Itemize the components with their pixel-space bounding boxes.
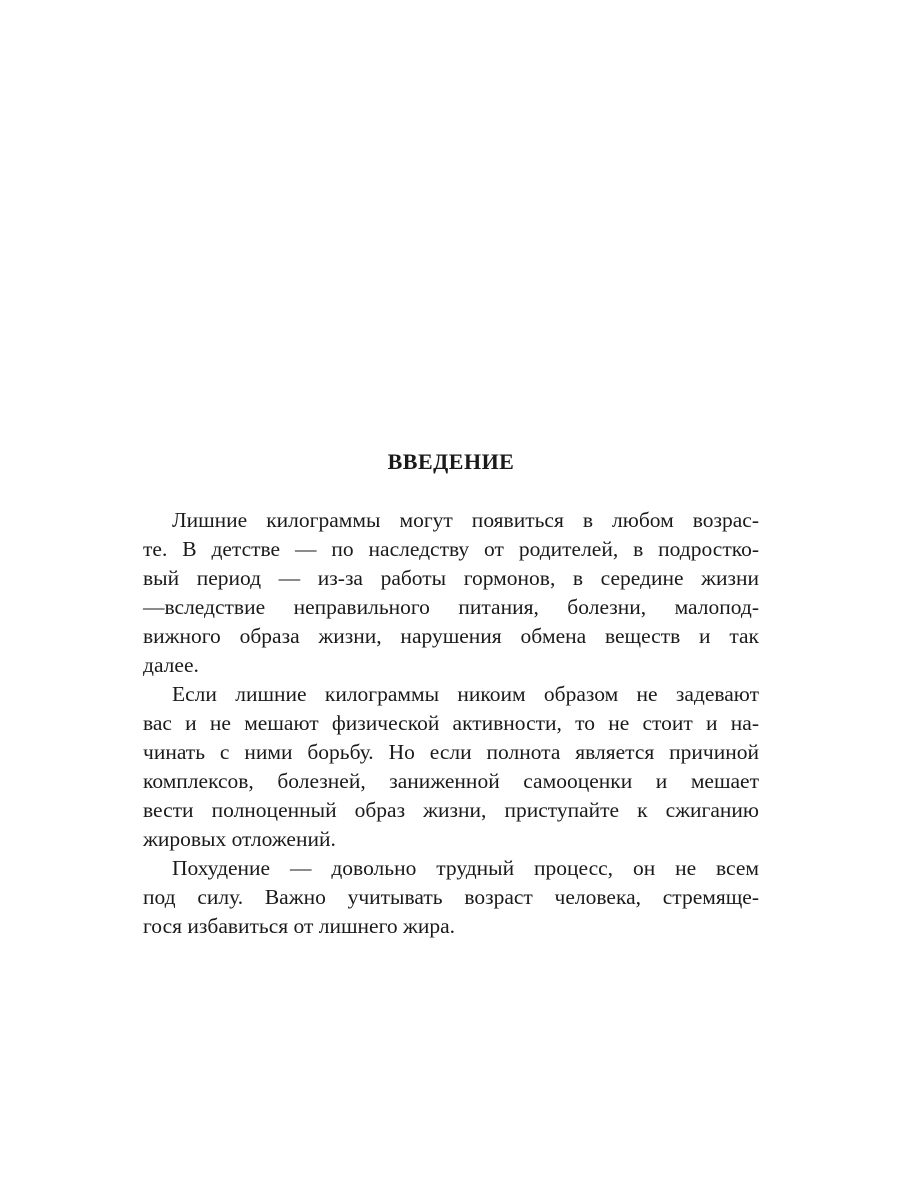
- paragraph-line: жировых отложений.: [143, 827, 336, 851]
- paragraph-2: [143, 680, 759, 854]
- paragraph-line: Если лишние килограммы никоим образом не задевают: [172, 682, 759, 706]
- paragraph-line: далее.: [143, 653, 199, 677]
- paragraph-line: вести полноценный образ жизни, приступайте к сжиганию: [143, 798, 759, 822]
- paragraph-line: под силу. Важно учитывать возраст человека, стремяще-: [143, 885, 759, 909]
- paragraph-line: Похудение — довольно трудный процесс, он не всем: [172, 856, 759, 880]
- paragraph-line: вижного образа жизни, нарушения обмена веществ и так: [143, 624, 759, 648]
- page-content: [143, 448, 759, 941]
- paragraph-line: —вследствие неправильного питания, болезни, малопод-: [143, 595, 759, 619]
- paragraph-line: Лишние килограммы могут появиться в любом возрас-: [172, 508, 759, 532]
- paragraph-line: вый период — из-за работы гормонов, в середине жизни: [143, 566, 759, 590]
- paragraph-1: [143, 506, 759, 680]
- paragraph-line: комплексов, болезней, заниженной самооценки и мешает: [143, 769, 759, 793]
- paragraph-line: чинать с ними борьбу. Но если полнота является причиной: [143, 740, 759, 764]
- paragraph-line: гося избавиться от лишнего жира.: [143, 914, 456, 938]
- paragraph-line: те. В детстве — по наследству от родителей, в подростко-: [143, 537, 759, 561]
- paragraph-3: [143, 854, 759, 941]
- chapter-title: ВВЕДЕНИЕ: [387, 449, 515, 474]
- paragraph-line: вас и не мешают физической активности, то не стоит и на-: [143, 711, 759, 735]
